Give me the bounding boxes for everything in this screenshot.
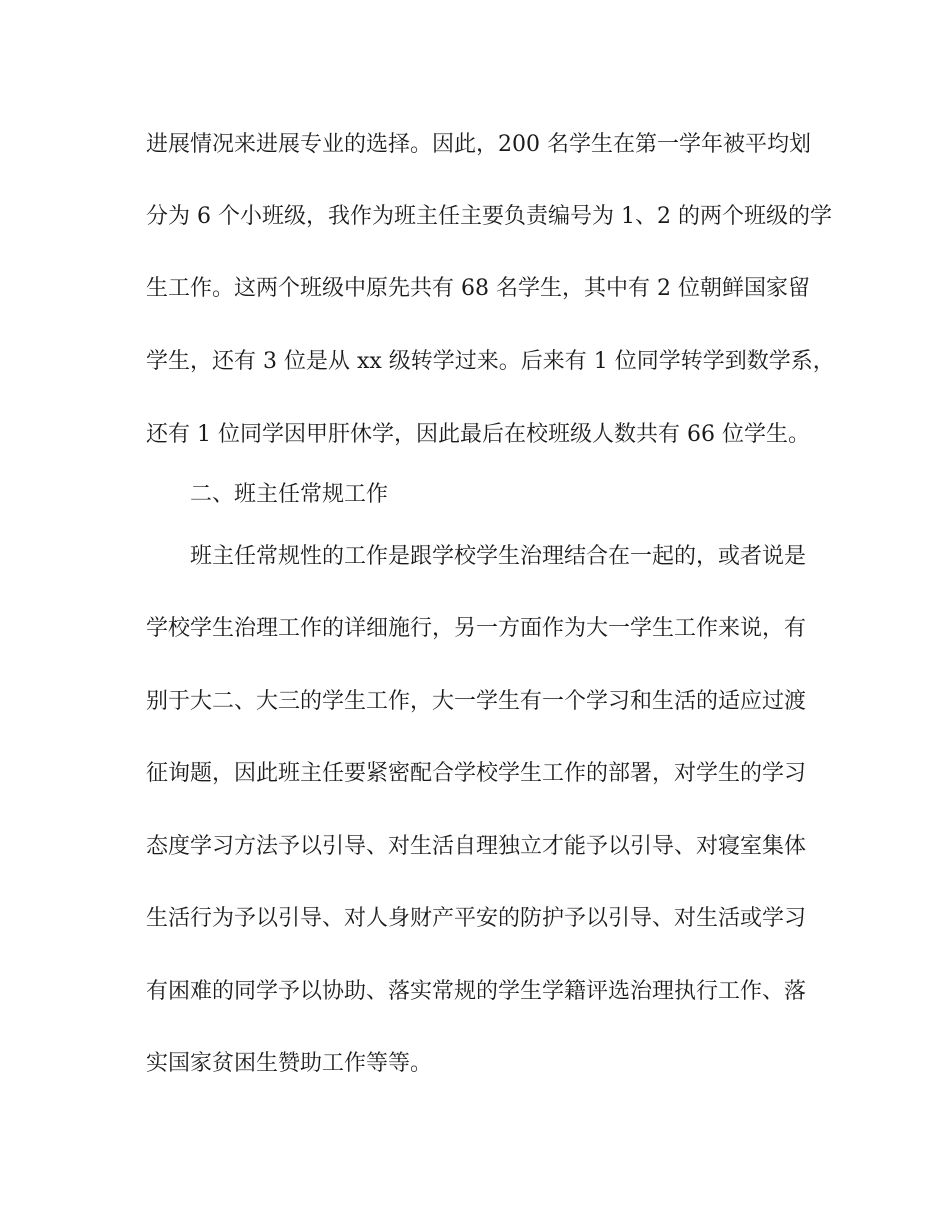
paragraph-line: 生活行为予以引导、对人身财产平安的防护予以引导、对生活或学习	[146, 906, 807, 931]
paragraph-line: 征询题，因此班主任要紧密配合学校学生工作的部署，对学生的学习	[146, 761, 807, 786]
paragraph-line: 进展情况来进展专业的选择。因此，200 名学生在第一学年被平均划	[146, 132, 811, 157]
paragraph-line: 班主任常规性的工作是跟学校学生治理结合在一起的，或者说是	[190, 544, 807, 569]
paragraph-line: 实国家贫困生赞助工作等等。	[146, 1051, 433, 1076]
paragraph-line: 态度学习方法予以引导、对生活自理独立才能予以引导、对寝室集体	[146, 834, 807, 859]
paragraph-line: 学生，还有 3 位是从 xx 级转学过来。后来有 1 位同学转学到数学系，	[146, 349, 835, 374]
paragraph-line: 学校学生治理工作的详细施行，另一方面作为大一学生工作来说，有	[146, 616, 807, 641]
paragraph-line: 分为 6 个小班级，我作为班主任主要负责编号为 1、2 的两个班级的学	[146, 204, 832, 229]
paragraph-line: 生工作。这两个班级中原先共有 68 名学生，其中有 2 位朝鲜国家留	[146, 276, 810, 301]
section-heading: 二、班主任常规工作	[190, 482, 389, 507]
paragraph-line: 别于大二、大三的学生工作，大一学生有一个学习和生活的适应过渡	[146, 689, 807, 714]
paragraph-line: 有困难的同学予以协助、落实常规的学生学籍评选治理执行工作、落	[146, 979, 807, 1004]
paragraph-line: 还有 1 位同学因甲肝休学，因此最后在校班级人数共有 66 位学生。	[146, 422, 810, 447]
